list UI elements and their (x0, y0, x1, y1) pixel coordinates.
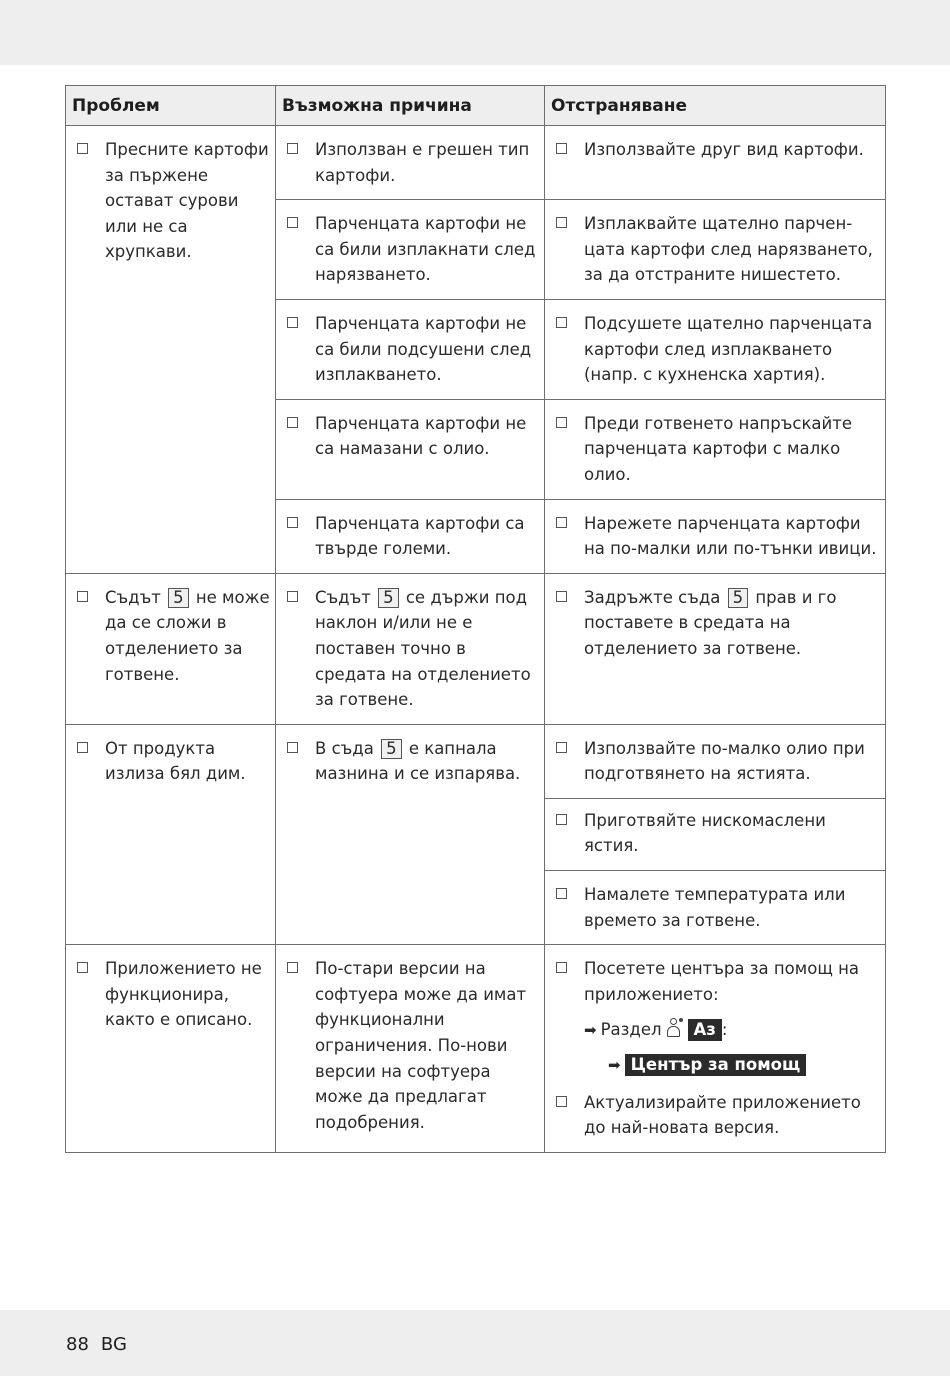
cause-text: Парченцата картофи не са намазани с олио. (315, 413, 527, 459)
cause-cell (276, 200, 545, 300)
help-center-label: Център за помощ (625, 1054, 807, 1076)
me-tab-label: Аз (688, 1019, 722, 1041)
solution-cell: Приготвяйте нискомаслени ястия. (545, 798, 886, 870)
solution-cell (545, 399, 886, 499)
cause-cell: В съда 5 е капнала мазнина и се изпарява. (276, 724, 545, 945)
app-path-step: ➡ Раздел Аз : (584, 1020, 728, 1040)
solution-text: Нарежете парченцата картофи на по-малки или по-тънки ивици. (584, 513, 877, 559)
checkbox-bullet-icon (287, 591, 298, 602)
checkbox-bullet-icon (287, 217, 298, 228)
cause-cell (276, 126, 545, 200)
cause-cell (276, 499, 545, 573)
page-footer (66, 1334, 127, 1355)
part-reference-badge: 5 (728, 588, 749, 608)
troubleshooting-table (65, 85, 886, 1153)
person-icon (666, 1018, 682, 1038)
checkbox-bullet-icon (556, 888, 567, 899)
solution-cell: Използвайте по-малко олио при подготвянето на ястията. (545, 724, 886, 798)
top-band (0, 0, 950, 65)
bottom-band (0, 1310, 950, 1376)
checkbox-bullet-icon (556, 217, 567, 228)
checkbox-bullet-icon (77, 742, 88, 753)
checkbox-bullet-icon (556, 143, 567, 154)
checkbox-bullet-icon (287, 317, 298, 328)
solution-cell (545, 499, 886, 573)
solution-cell: Задръжте съда 5 прав и го поставете в средата на отделението за готвене. (545, 573, 886, 724)
language-code: BG (100, 1334, 127, 1355)
header-problem: Проблем (66, 86, 276, 126)
table-row (66, 724, 886, 798)
problem-text: Пресните картофи за пържене остават сурови или не са хрупкави. (105, 140, 269, 262)
checkbox-bullet-icon (287, 417, 298, 428)
cause-text: Парченцата картофи не са били подсушени след изплакването. (315, 313, 532, 385)
table-row (66, 945, 886, 1153)
solution-text: Изплаквайте щателно парченцата картофи след нарязването, за да отстраните нишестето. (584, 214, 873, 285)
checkbox-bullet-icon (77, 591, 88, 602)
arrow-right-icon: ➡ (608, 1056, 621, 1075)
solution-cell: Посетете центъра за помощ на приложението: ➡ Раздел Аз : ➡ Център за помощ Актуализирайте приложението до най-новата версия. (545, 945, 886, 1153)
solution-cell (545, 299, 886, 399)
solution-cell (545, 200, 886, 300)
header-solution: Отстраняване (545, 86, 886, 126)
cause-text: Парченцата картофи не са били изплакнати след нарязването. (315, 214, 536, 285)
cause-cell (276, 399, 545, 499)
cause-cell: Съдът 5 се държи под наклон и/или не е поставен точно в средата на отделението за готвене. (276, 573, 545, 724)
part-reference-badge: 5 (381, 739, 402, 759)
checkbox-bullet-icon (556, 1096, 567, 1107)
table-header-row (66, 86, 886, 126)
checkbox-bullet-icon (287, 143, 298, 154)
part-reference-badge: 5 (168, 588, 189, 608)
part-reference-badge: 5 (378, 588, 399, 608)
cause-text: Парченцата картофи са твърде големи. (315, 513, 525, 559)
checkbox-bullet-icon (287, 517, 298, 528)
checkbox-bullet-icon (287, 962, 298, 973)
checkbox-bullet-icon (556, 591, 567, 602)
checkbox-bullet-icon (556, 417, 567, 428)
table-row (66, 573, 886, 724)
checkbox-bullet-icon (556, 742, 567, 753)
header-cause: Възможна причина (276, 86, 545, 126)
solution-text: Подсушете щателно парченцата картофи след изплакването (напр. с кухненска хартия). (584, 313, 873, 385)
solution-cell (545, 126, 886, 200)
table-row (66, 126, 886, 200)
problem-cell: Приложението не функционира, както е описано. (66, 945, 276, 1153)
checkbox-bullet-icon (77, 962, 88, 973)
checkbox-bullet-icon (556, 317, 567, 328)
section-label: Раздел (600, 1020, 662, 1040)
problem-cell: От продукта излиза бял дим. (66, 724, 276, 945)
checkbox-bullet-icon (556, 814, 567, 825)
cause-cell (276, 299, 545, 399)
checkbox-bullet-icon (77, 143, 88, 154)
cause-cell: По-стари версии на софтуера може да имат функционални ограничения. По-нови версии на софтуера може да предлагат подобрения. (276, 945, 545, 1153)
problem-cell: Съдът 5 не може да се сложи в отделението за готвене. (66, 573, 276, 724)
checkbox-bullet-icon (287, 742, 298, 753)
problem-cell (66, 126, 276, 574)
solution-cell: Намалете температурата или времето за готвене. (545, 871, 886, 945)
arrow-right-icon: ➡ (584, 1021, 597, 1040)
checkbox-bullet-icon (556, 962, 567, 973)
cause-text: Използван е грешен тип картофи. (315, 140, 530, 185)
solution-text: Преди готвенето напръскайте парченцата картофи с малко олио. (584, 413, 853, 484)
app-path-step (584, 1052, 881, 1079)
solution-text: Използвайте друг вид картофи. (584, 140, 864, 159)
checkbox-bullet-icon (556, 517, 567, 528)
solution-text: Посетете центъра за помощ на приложението: (584, 959, 860, 1004)
page-number: 88 (66, 1334, 89, 1355)
